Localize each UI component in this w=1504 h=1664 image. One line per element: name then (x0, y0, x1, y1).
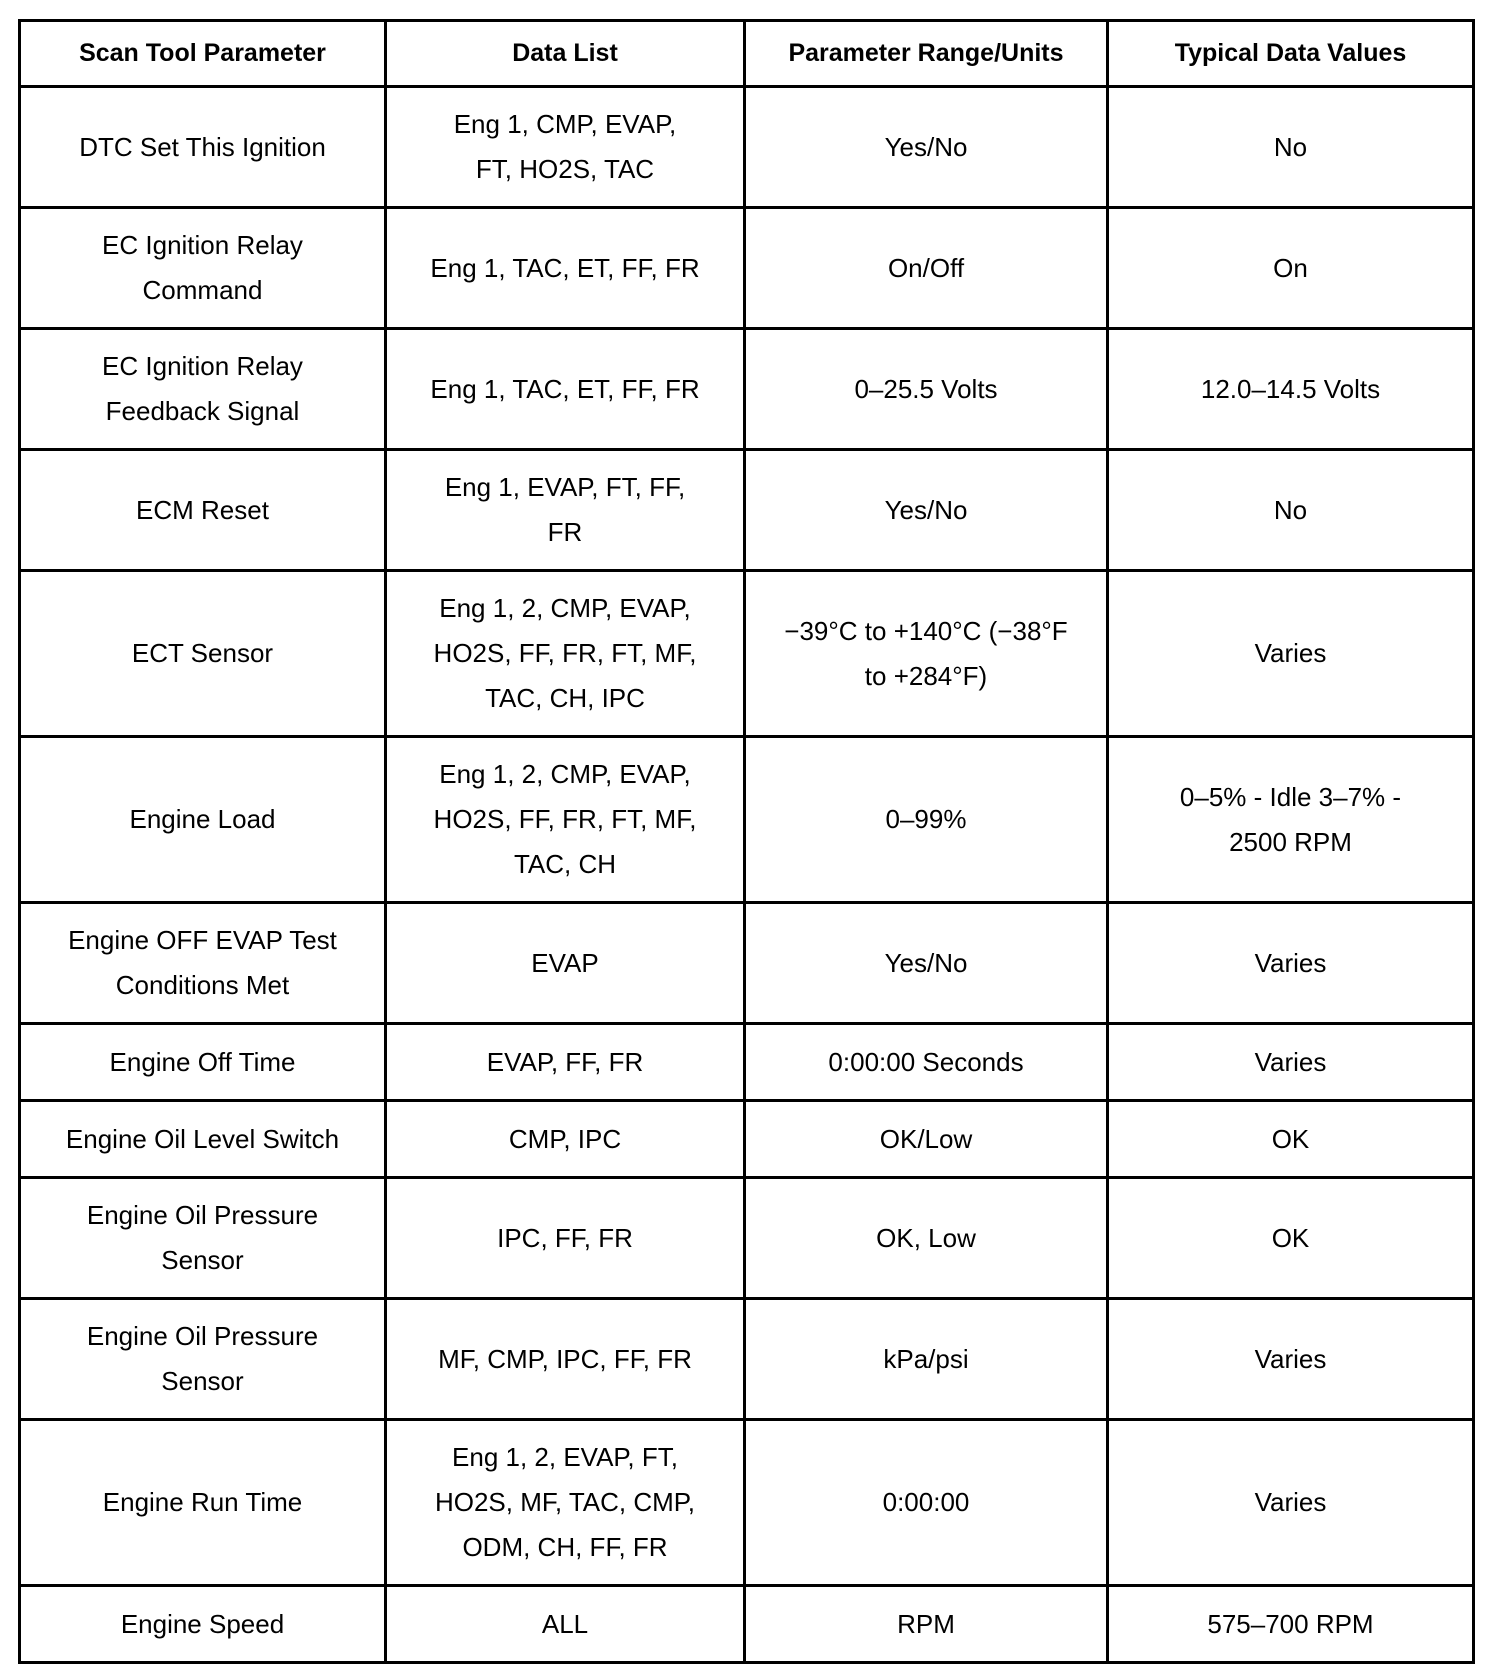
cell-typical-value: OK (1108, 1101, 1474, 1178)
cell-range-units: On/Off (745, 208, 1108, 329)
cell-range-units: OK/Low (745, 1101, 1108, 1178)
cell-parameter: Engine Oil Pressure Sensor (20, 1178, 386, 1299)
cell-typical-value: Varies (1108, 1420, 1474, 1586)
cell-parameter: DTC Set This Ignition (20, 87, 386, 208)
cell-data-list: EVAP, FF, FR (386, 1024, 745, 1101)
cell-data-list: Eng 1, 2, EVAP, FT, HO2S, MF, TAC, CMP, ODM, CH, FF, FR (386, 1420, 745, 1586)
cell-typical-value: On (1108, 208, 1474, 329)
cell-range-units: kPa/psi (745, 1299, 1108, 1420)
header-scan-tool-parameter: Scan Tool Parameter (20, 21, 386, 87)
table-row (20, 329, 1474, 450)
cell-typical-value: OK (1108, 1178, 1474, 1299)
header-parameter-range-units: Parameter Range/Units (745, 21, 1108, 87)
cell-data-list: Eng 1, 2, CMP, EVAP, HO2S, FF, FR, FT, MF, TAC, CH (386, 737, 745, 903)
cell-parameter: Engine Run Time (20, 1420, 386, 1586)
table-row (20, 1178, 1474, 1299)
cell-parameter: Engine Off Time (20, 1024, 386, 1101)
cell-range-units: 0:00:00 Seconds (745, 1024, 1108, 1101)
cell-parameter: Engine Oil Pressure Sensor (20, 1299, 386, 1420)
cell-parameter: Engine Oil Level Switch (20, 1101, 386, 1178)
table-row (20, 1024, 1474, 1101)
cell-parameter: Engine OFF EVAP Test Conditions Met (20, 903, 386, 1024)
cell-typical-value: No (1108, 450, 1474, 571)
cell-range-units: Yes/No (745, 903, 1108, 1024)
table-row (20, 1586, 1474, 1663)
cell-range-units: 0:00:00 (745, 1420, 1108, 1586)
cell-typical-value: Varies (1108, 1299, 1474, 1420)
cell-range-units: 0–99% (745, 737, 1108, 903)
table-row (20, 571, 1474, 737)
cell-data-list: Eng 1, 2, CMP, EVAP, HO2S, FF, FR, FT, MF, TAC, CH, IPC (386, 571, 745, 737)
cell-range-units: Yes/No (745, 87, 1108, 208)
cell-parameter: EC Ignition Relay Feedback Signal (20, 329, 386, 450)
cell-typical-value: No (1108, 87, 1474, 208)
cell-typical-value: 12.0–14.5 Volts (1108, 329, 1474, 450)
table-row (20, 1420, 1474, 1586)
cell-range-units: −39°C to +140°C (−38°F to +284°F) (745, 571, 1108, 737)
cell-parameter: EC Ignition Relay Command (20, 208, 386, 329)
table-row (20, 737, 1474, 903)
cell-data-list: Eng 1, EVAP, FT, FF, FR (386, 450, 745, 571)
cell-range-units: 0–25.5 Volts (745, 329, 1108, 450)
cell-range-units: OK, Low (745, 1178, 1108, 1299)
cell-parameter: Engine Load (20, 737, 386, 903)
table-row (20, 1101, 1474, 1178)
table-row (20, 1299, 1474, 1420)
cell-parameter: ECM Reset (20, 450, 386, 571)
cell-typical-value: Varies (1108, 1024, 1474, 1101)
cell-data-list: EVAP (386, 903, 745, 1024)
cell-typical-value: 0–5% - Idle 3–7% - 2500 RPM (1108, 737, 1474, 903)
cell-data-list: ALL (386, 1586, 745, 1663)
cell-data-list: CMP, IPC (386, 1101, 745, 1178)
table-header-row (20, 21, 1474, 87)
cell-parameter: Engine Speed (20, 1586, 386, 1663)
cell-typical-value: Varies (1108, 571, 1474, 737)
cell-data-list: Eng 1, TAC, ET, FF, FR (386, 208, 745, 329)
scan-tool-parameter-table (18, 19, 1475, 1664)
header-typical-data-values: Typical Data Values (1108, 21, 1474, 87)
table-row (20, 87, 1474, 208)
header-data-list: Data List (386, 21, 745, 87)
table-row (20, 450, 1474, 571)
table-row (20, 208, 1474, 329)
cell-typical-value: 575–700 RPM (1108, 1586, 1474, 1663)
cell-range-units: Yes/No (745, 450, 1108, 571)
cell-data-list: IPC, FF, FR (386, 1178, 745, 1299)
cell-parameter: ECT Sensor (20, 571, 386, 737)
table-row (20, 903, 1474, 1024)
cell-data-list: Eng 1, TAC, ET, FF, FR (386, 329, 745, 450)
cell-range-units: RPM (745, 1586, 1108, 1663)
cell-data-list: Eng 1, CMP, EVAP, FT, HO2S, TAC (386, 87, 745, 208)
cell-typical-value: Varies (1108, 903, 1474, 1024)
cell-data-list: MF, CMP, IPC, FF, FR (386, 1299, 745, 1420)
